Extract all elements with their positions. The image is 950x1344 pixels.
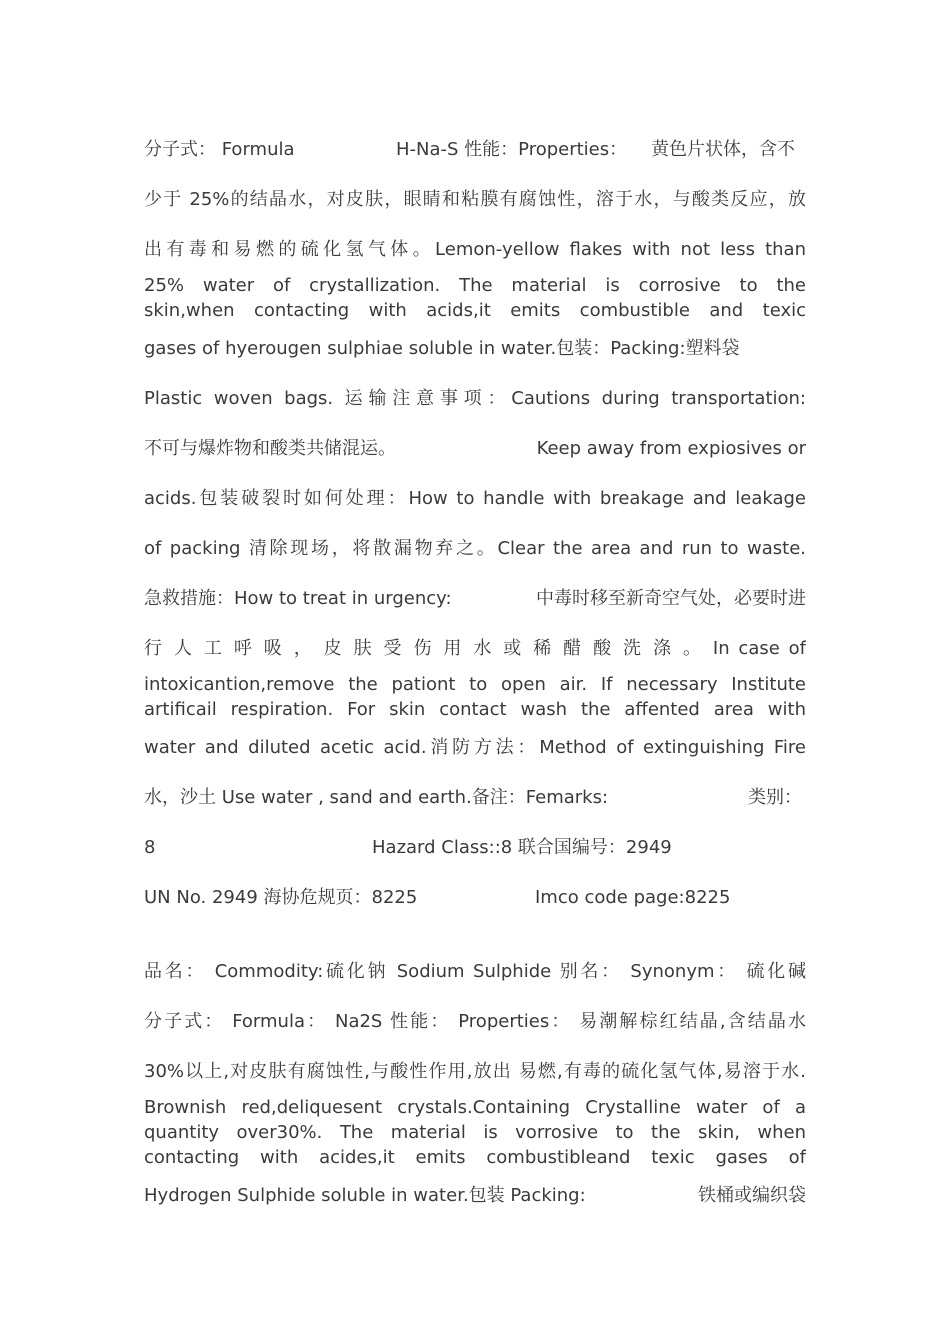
text-line: 30%以上,对皮肤有腐蚀性,与酸性作用,放出 易燃,有毒的硫化氢气体,易溶于水. (144, 1061, 806, 1082)
un-number: UN No. 2949 海协危规页：8225 (144, 887, 418, 908)
text-line: intoxicantion,remove the pationt to open air. If necessary Institute (144, 674, 806, 695)
imco-code: Imco code page:8225 (535, 887, 731, 908)
text-line: of packing 清除现场，将散漏物弃之。Clear the area and run to waste. (144, 538, 806, 559)
packing-value: 铁桶或编织袋 (698, 1185, 806, 1206)
text-line: 25% water of crystallization. The material is corrosive to the (144, 275, 806, 296)
text-line: gases of hyerougen sulphiae soluble in water.包装：Packing:塑料袋 (144, 338, 740, 359)
text-line: 出有毒和易燃的硫化氢气体。Lemon-yellow flakes with not less than (144, 239, 806, 260)
hazard-class-un: Hazard Class::8 联合国编号：2949 (372, 837, 672, 858)
text-line: Plastic woven bags. 运输注意事项：Cautions during transportation: (144, 388, 806, 409)
extinguish-value: 水，沙土 Use water , sand and earth.备注：Femarks: (144, 787, 609, 808)
urgency-label: 急救措施：How to treat in urgency: (144, 588, 452, 609)
hazard-class-label: 类别： (748, 787, 802, 808)
text-line: skin,when contacting with acids,it emits combustible and texic (144, 300, 806, 321)
text-line (144, 835, 806, 861)
text-line: Brownish red,deliquesent crystals.Containing Crystalline water of a (144, 1097, 806, 1118)
text-line (144, 885, 806, 911)
text-line: 少于 25%的结晶水，对皮肤，眼睛和粘膜有腐蚀性，溶于水，与酸类反应，放 (144, 189, 806, 210)
text-line: 品名： Commodity:硫化钠 Sodium Sulphide 别名： Synonym： 硫化碱 (144, 961, 806, 982)
properties-value: 黄色片状体，含不 (651, 139, 795, 160)
text-line: water and diluted acetic acid.消防方法：Method of extinguishing Fire (144, 737, 806, 758)
cautions-value: 不可与爆炸物和酸类共储混运。 (144, 438, 396, 459)
text-line (144, 785, 806, 811)
packing-label: Hydrogen Sulphide soluble in water.包装 Packing: (144, 1185, 586, 1206)
hazard-class-number: 8 (144, 837, 156, 858)
text-line: acids.包装破裂时如何处理：How to handle with breakage and leakage (144, 488, 806, 509)
text-line: artificail respiration. For skin contact wash the affented area with (144, 699, 806, 720)
cautions-english: Keep away from expiosives or (536, 438, 806, 459)
text-line (144, 1183, 806, 1209)
text-line: 行 人 工 呼 吸 ， 皮 肤 受 伤 用 水 或 稀 醋 酸 洗 涤 。 In case of (144, 638, 806, 659)
text-line: quantity over30%. The material is vorrosive to the skin, when (144, 1122, 806, 1143)
text-line (144, 137, 806, 163)
formula-label: 分子式： Formula (144, 139, 295, 160)
text-line (144, 436, 806, 462)
text-line: contacting with acides,it emits combustibleand texic gases of (144, 1147, 806, 1168)
urgency-value: 中毒时移至新奇空气处，必要时进 (536, 588, 806, 609)
text-line: 分子式： Formula： Na2S 性能： Properties： 易潮解棕红结晶,含结晶水 (144, 1011, 806, 1032)
formula-properties: H-Na-S 性能：Properties： (396, 139, 628, 160)
text-line (144, 586, 806, 612)
